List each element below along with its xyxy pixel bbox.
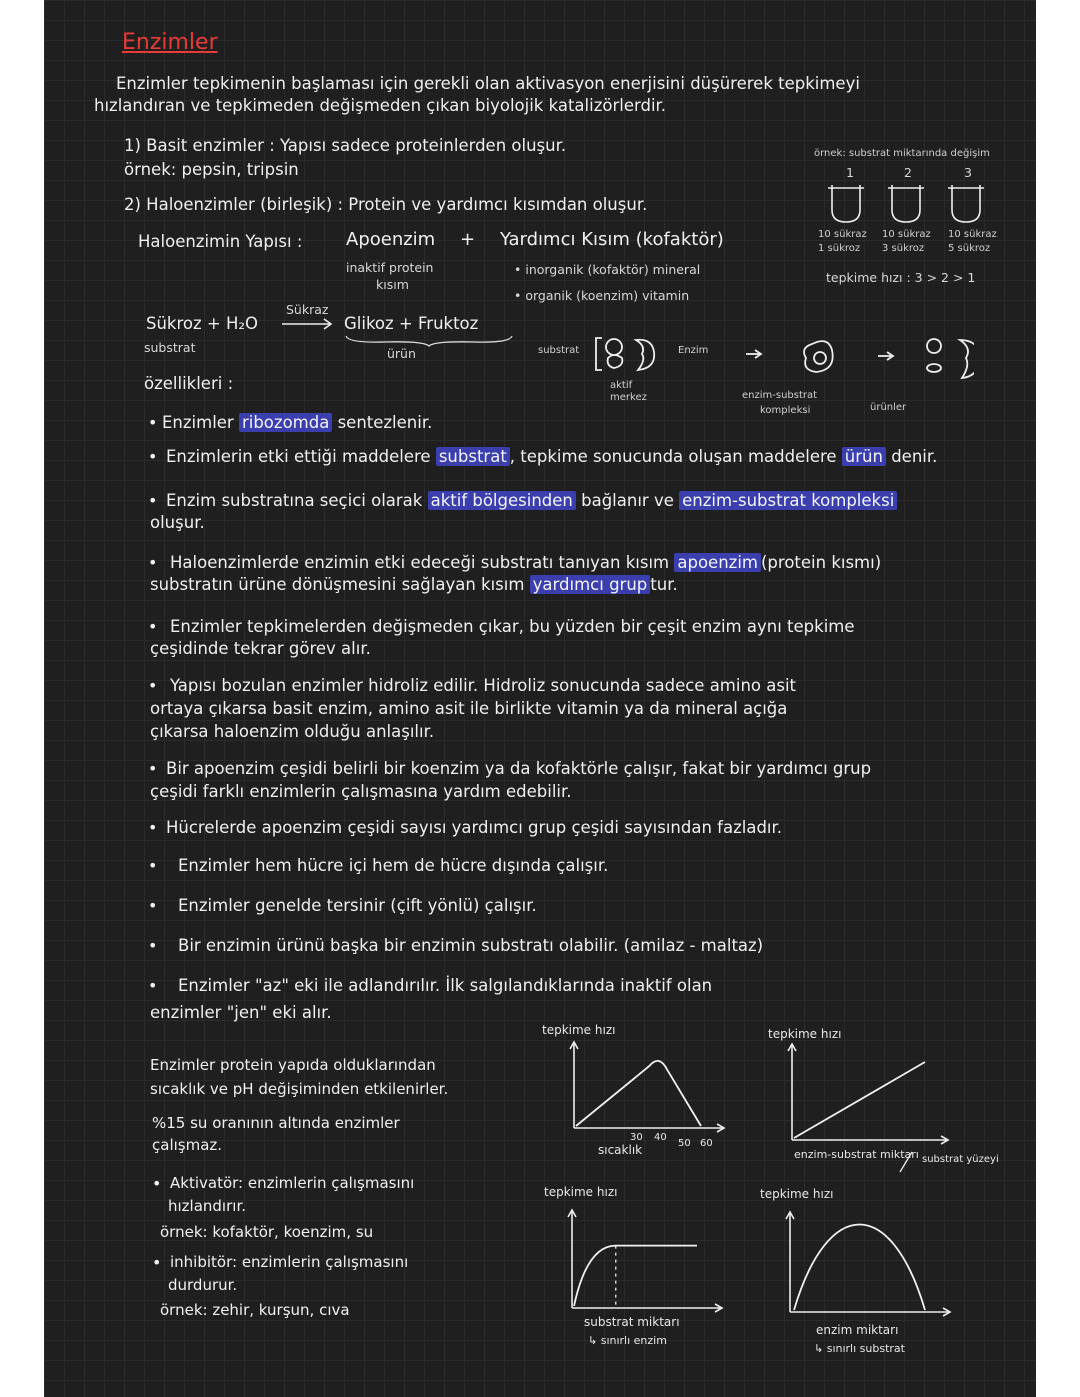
chart-1-curve: [576, 1061, 701, 1126]
apoenzyme-note-1: inaktif protein: [346, 260, 434, 275]
bullet: •: [148, 759, 158, 778]
property-9: Enzimler hem hücre içi hem de hücre dışında çalışır.: [178, 856, 609, 875]
lower-note-4b: durdurur.: [168, 1276, 238, 1294]
property-1: Enzimler ribozomda sentezlenir.: [162, 413, 433, 432]
bullet: •: [148, 976, 158, 995]
lower-note-3c: örnek: kofaktör, koenzim, su: [160, 1223, 374, 1241]
chart-1-y-label: tepkime hızı: [542, 1023, 616, 1037]
chart-2-y-label: tepkime hızı: [768, 1027, 842, 1041]
property-4: Haloenzimlerde enzimin etki edeceği substratı tanıyan kısım apoenzim (protein kısmı): [170, 553, 882, 572]
holoenzyme-structure-label: Haloenzimin Yapısı :: [138, 232, 303, 251]
complex-label-2: kompleksi: [760, 405, 811, 416]
lower-note-4c: örnek: zehir, kurşun, cıva: [160, 1301, 350, 1319]
apoenzyme: Apoenzim: [346, 229, 436, 250]
diagram-enzyme-label: Enzim: [678, 345, 709, 356]
bullet: •: [152, 1174, 162, 1193]
beaker-2-enzyme: 10 sükraz: [882, 229, 931, 240]
property-8: Hücrelerde apoenzim çeşidi sayısı yardımcı grup çeşidi sayısından fazladır.: [166, 818, 783, 837]
chart-1-tick-label: 60: [700, 1138, 713, 1149]
chart-1-x-label: sıcaklık: [598, 1143, 643, 1157]
chart-3-x-label: substrat miktarı: [584, 1315, 680, 1329]
property-2: Enzimlerin etki ettiği maddelere substrat , tepkime sonucunda oluşan maddelere ürün denir.: [166, 447, 938, 466]
reaction-enzyme: Sükraz: [286, 302, 329, 317]
plus-sign: +: [460, 229, 476, 250]
note-page: [44, 0, 1036, 1397]
beaker-2-substrate: 3 sükroz: [882, 243, 925, 254]
lower-note-1b: sıcaklık ve pH değişiminden etkilenirler.: [150, 1080, 449, 1098]
simple-enzymes-example: örnek: pepsin, tripsin: [124, 160, 299, 179]
property-3-line-2: oluşur.: [150, 513, 205, 532]
property-6-line-3: çıkarsa haloenzim olduğu anlaşılır.: [150, 722, 435, 741]
chart-3-curve: [574, 1246, 697, 1306]
chart-3-y-label: tepkime hızı: [544, 1185, 618, 1199]
diagram-substrate-label: substrat: [538, 345, 580, 356]
property-5: Enzimler tepkimelerden değişmeden çıkar, bu yüzden bir çeşit enzim aynı tepkime: [170, 617, 855, 636]
active-site-label-2: merkez: [610, 392, 647, 403]
bullet: •: [148, 818, 158, 837]
reaction-left: Sükroz + H₂O: [146, 314, 258, 333]
organic-note: • organik (koenzim) vitamin: [514, 288, 690, 303]
chart-1-tick-label: 50: [678, 1138, 691, 1149]
chart-4-x-label: enzim miktarı: [816, 1323, 899, 1337]
charts-layer: [44, 0, 1036, 1397]
beaker-3-substrate: 5 sükroz: [948, 243, 991, 254]
inorganic-note: • inorganik (kofaktör) mineral: [514, 262, 701, 277]
lower-note-3a: Aktivatör: enzimlerin çalışmasını: [170, 1174, 415, 1192]
chart-2-x-label-2: substrat yüzeyi: [922, 1154, 999, 1165]
apoenzyme-note-2: kısım: [376, 277, 409, 292]
lower-note-4a: inhibitör: enzimlerin çalışmasını: [170, 1253, 409, 1271]
intro-line-1: Enzimler tepkimenin başlaması için gerekli olan aktivasyon enerjisini düşürerek tepkimeyi: [116, 74, 860, 93]
property-5-line-2: çeşidinde tekrar görev alır.: [150, 639, 371, 658]
property-6-line-2: ortaya çıkarsa basit enzim, amino asit ile birlikte vitamin ya da mineral açığa: [150, 699, 788, 718]
active-site-label-1: aktif: [610, 380, 633, 391]
property-7: Bir apoenzim çeşidi belirli bir koenzim ya da kofaktörle çalışır, fakat bir yardımcı grup: [166, 759, 872, 778]
property-7-line-2: çeşidi farklı enzimlerin çalışmasına yardım edebilir.: [150, 782, 572, 801]
bullet: •: [148, 617, 158, 636]
example-number-3: 3: [964, 165, 972, 180]
simple-enzymes: 1) Basit enzimler : Yapısı sadece proteinlerden oluşur.: [124, 136, 567, 155]
chart-1-tick-label: 30: [630, 1132, 643, 1143]
reaction-product-label: ürün: [387, 346, 416, 361]
rate-comparison: tepkime hızı : 3 > 2 > 1: [826, 270, 976, 285]
chart-4-note: ↳ sınırlı substrat: [814, 1342, 905, 1355]
example-number-2: 2: [904, 165, 912, 180]
property-4-line-2: substratın ürüne dönüşmesini sağlayan kısım yardımcı grup tur.: [150, 575, 678, 594]
chart-4-curve: [794, 1225, 925, 1311]
example-box-title: örnek: substrat miktarında değişim: [814, 148, 990, 159]
chart-4-y-label: tepkime hızı: [760, 1187, 834, 1201]
bullet: •: [148, 676, 158, 695]
properties-title: özellikleri :: [144, 374, 234, 393]
bullet: •: [148, 936, 158, 955]
beaker-1-substrate: 1 sükroz: [818, 243, 861, 254]
bullet: •: [148, 856, 158, 875]
lower-note-1a: Enzimler protein yapıda olduklarından: [150, 1056, 436, 1074]
lower-note-2b: çalışmaz.: [152, 1136, 223, 1154]
bullet: •: [148, 413, 158, 432]
chart-2-curve: [794, 1062, 925, 1138]
chart-1-tick-label: 40: [654, 1132, 667, 1143]
property-6: Yapısı bozulan enzimler hidroliz edilir. Hidroliz sonucunda sadece amino asit: [170, 676, 797, 695]
intro-line-2: hızlandıran ve tepkimeden değişmeden çıkan biyolojik katalizörlerdir.: [94, 96, 667, 115]
bullet: •: [148, 896, 158, 915]
property-12: Enzimler "az" eki ile adlandırılır. İlk salgılandıklarında inaktif olan: [178, 976, 713, 995]
property-10: Enzimler genelde tersinir (çift yönlü) çalışır.: [178, 896, 537, 915]
example-number-1: 1: [846, 165, 854, 180]
bullet: •: [148, 553, 158, 572]
lower-note-2a: %15 su oranının altında enzimler: [152, 1114, 400, 1132]
holoenzymes: 2) Haloenzimler (birleşik) : Protein ve yardımcı kısımdan oluşur.: [124, 195, 648, 214]
complex-label-1: enzim-substrat: [742, 390, 818, 401]
beaker-1-enzyme: 10 sükraz: [818, 229, 867, 240]
bullet: •: [152, 1253, 162, 1272]
reaction-substrate-label: substrat: [144, 340, 196, 355]
lower-note-3b: hızlandırır.: [168, 1197, 246, 1215]
chart-2-x-label: enzim-substrat miktarı: [794, 1148, 919, 1161]
reaction-right: Glikoz + Fruktoz: [344, 314, 479, 333]
bullet: •: [148, 491, 158, 510]
beaker-3-enzyme: 10 sükraz: [948, 229, 997, 240]
helper-part: Yardımcı Kısım (kofaktör): [500, 229, 724, 250]
chart-3-note: ↳ sınırlı enzim: [588, 1334, 667, 1347]
products-label: ürünler: [870, 402, 907, 413]
bullet: •: [148, 447, 158, 466]
page-title: Enzimler: [122, 30, 218, 55]
property-11: Bir enzimin ürünü başka bir enzimin substratı olabilir. (amilaz - maltaz): [178, 936, 764, 955]
property-3: Enzim substratına seçici olarak aktif bölgesinden bağlanır ve enzim-substrat kompleksi: [166, 491, 897, 510]
property-12-line-2: enzimler "jen" eki alır.: [150, 1003, 332, 1022]
